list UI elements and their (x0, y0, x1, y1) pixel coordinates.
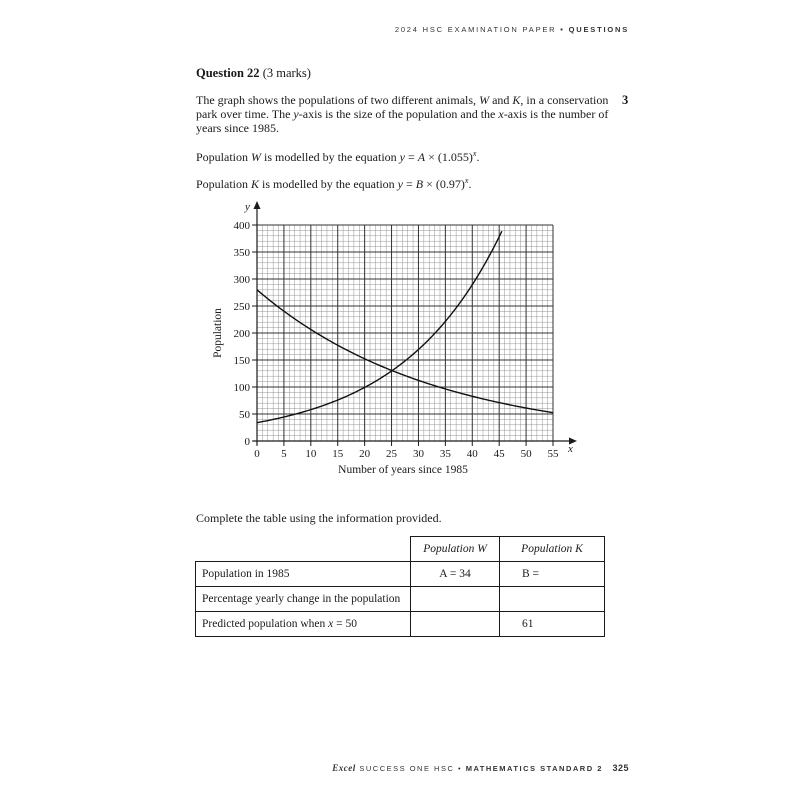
x-tick-label: 35 (439, 448, 451, 460)
x-axis-label: Number of years since 1985 (338, 464, 468, 476)
x-axis-symbol: x (568, 443, 573, 455)
page-footer (332, 763, 629, 773)
table-row (196, 587, 605, 612)
x-tick-label: 40 (466, 448, 478, 460)
y-axis-arrow (254, 201, 261, 209)
footer-subject: MATHEMATICS STANDARD 2 (465, 764, 603, 773)
table-row (196, 562, 605, 587)
tick-labels (234, 220, 560, 460)
header-exam: 2024 HSC EXAMINATION PAPER (394, 25, 557, 34)
answer-table (195, 536, 605, 637)
x-tick-label: 5 (281, 448, 287, 460)
y-axis-label: Population (212, 308, 224, 358)
question-number: Question 22 (196, 66, 260, 80)
y-tick-label: 100 (233, 382, 250, 394)
model-w-text: Population W is modelled by the equation $y = A \times (1.055)^x$. (196, 149, 480, 164)
y-tick-label: 300 (233, 274, 250, 286)
table-header-row (196, 537, 605, 562)
curve-population-k (257, 290, 553, 413)
x-tick-label: 0 (254, 448, 260, 460)
marks-margin: 3 (622, 93, 629, 107)
table-corner (196, 537, 411, 562)
x-tick-label: 20 (359, 448, 371, 460)
y-tick-label: 400 (233, 220, 250, 232)
header-bullet: • (560, 25, 565, 34)
row-label: Percentage yearly change in the population (196, 587, 411, 612)
y-tick-label: 200 (233, 328, 250, 340)
question-title (196, 66, 311, 81)
x-tick-label: 15 (332, 448, 344, 460)
cell-w: A = 34 (411, 562, 500, 587)
x-tick-label: 50 (520, 448, 532, 460)
y-tick-label: 150 (233, 355, 250, 367)
question-marks: (3 marks) (262, 66, 311, 80)
y-axis-symbol: y (245, 201, 250, 213)
footer-brand: Excel (332, 763, 356, 773)
y-tick-label: 0 (244, 436, 250, 448)
x-tick-label: 10 (305, 448, 317, 460)
x-tick-label: 30 (412, 448, 424, 460)
cell-k: B = (500, 562, 605, 587)
model-k-text: Population K is modelled by the equation $y = B \times (0.97)^x$. (196, 176, 472, 191)
table-instruction: Complete the table using the information provided. (196, 511, 442, 525)
series-curves (257, 231, 553, 422)
y-tick-label: 50 (239, 409, 250, 421)
population-chart (205, 195, 595, 485)
header-section: QUESTIONS (568, 25, 629, 34)
footer-series: SUCCESS ONE HSC (359, 764, 455, 773)
y-tick-label: 250 (233, 301, 250, 313)
header-population-k: Population K (500, 537, 605, 562)
cell-w (411, 587, 500, 612)
x-tick-label: 55 (547, 448, 559, 460)
table-row (196, 612, 605, 637)
row-label: Population in 1985 (196, 562, 411, 587)
row-label: Predicted population when x = 50 (196, 612, 411, 637)
y-tick-label: 350 (233, 247, 250, 259)
page-number: 325 (612, 763, 629, 773)
page-header (395, 25, 629, 34)
cell-w (411, 612, 500, 637)
x-tick-label: 45 (493, 448, 505, 460)
x-tick-label: 25 (386, 448, 398, 460)
footer-bullet: • (457, 764, 463, 773)
header-population-w: Population W (411, 537, 500, 562)
cell-k (500, 587, 605, 612)
question-intro: The graph shows the populations of two different animals, W and K, in a conservation park over time. The y-axis is the size of the population and the x-axis is the number of years since 1985. (196, 93, 609, 135)
cell-k: 61 (500, 612, 605, 637)
